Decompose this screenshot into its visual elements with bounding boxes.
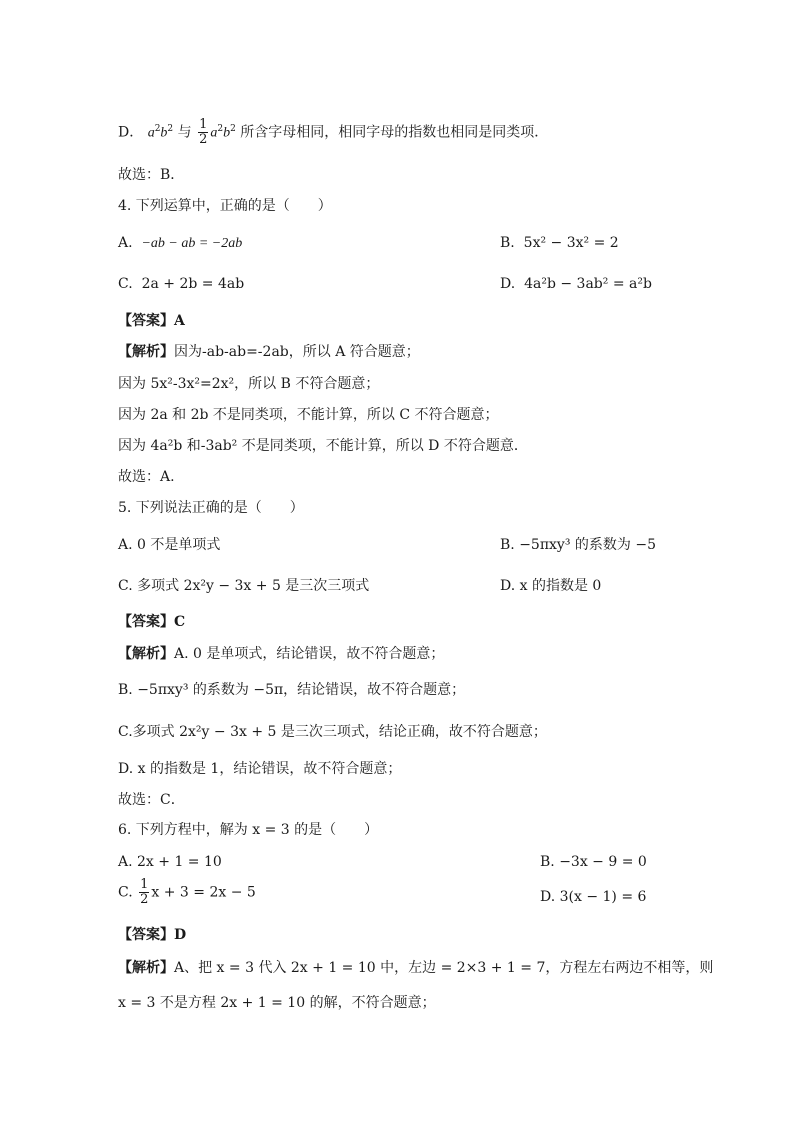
option-d-explanation: D． $a^2b^2$ 与 $\frac{1}{2}$ $a^2b^2$ 所含字母相同，相同字母的指数也相同是同类项． [118,117,549,147]
q5-answer: 【答案】C [118,614,186,630]
q5-explanation-1: 【解析】A. 0 是单项式，结论错误，故不符合题意； [118,646,445,662]
fraction: $\frac{1}{2}$ [199,117,208,147]
q4-option-c: C. 2a + 2b = 4ab [118,276,245,292]
q6-answer: 【答案】D [118,927,187,943]
q4-option-a: A. −ab − ab = −2ab [118,235,243,251]
q6-option-a: A. 2x + 1 = 10 [118,854,222,870]
select-answer-3: 故选：B． [118,167,185,183]
q5-select: 故选：C． [118,792,185,808]
q5-option-b: B. −5πxy³ 的系数为 −5 [500,537,656,553]
q5-option-c: C. 多项式 2x²y − 3x + 5 是三次三项式 [118,578,370,594]
question-6-stem: 6. 下列方程中，解为 x = 3 的是（ ） [118,822,379,838]
q4-explanation-1: 【解析】因为-ab-ab=-2ab，所以 A 符合题意； [118,344,420,360]
q4-explanation-4: 因为 4a²b 和-3ab² 不是同类项，不能计算，所以 D 不符合题意． [118,438,528,454]
q6-explanation-1: 【解析】A、把 x = 3 代入 2x + 1 = 10 中，左边 = 2×3 + 1 = 7，方程左右两边不相等，则 [118,960,714,976]
q6-option-c: C. $\frac{1}{2}$ x + 3 = 2x − 5 [118,877,256,907]
question-5-stem: 5. 下列说法正确的是（ ） [118,500,304,516]
q4-option-b: B. 5x² − 3x² = 2 [500,235,619,251]
q5-option-d: D. x 的指数是 0 [500,578,602,594]
q5-option-a: A. 0 不是单项式 [118,537,221,553]
fraction: $\frac{1}{2}$ [140,877,149,907]
q6-explanation-2: x = 3 不是方程 2x + 1 = 10 的解，不符合题意； [118,995,436,1011]
q6-option-b: B. −3x − 9 = 0 [540,854,647,870]
q5-explanation-2: B. −5πxy³ 的系数为 −5π，结论错误，故不符合题意； [118,682,466,698]
q4-select: 故选：A. [118,469,175,485]
question-4-stem: 4. 下列运算中，正确的是（ ） [118,198,332,214]
q5-explanation-3: C.多项式 2x²y − 3x + 5 是三次三项式，结论正确，故不符合题意； [118,724,547,740]
q4-explanation-3: 因为 2a 和 2b 不是同类项，不能计算，所以 C 不符合题意； [118,407,499,423]
q4-explanation-2: 因为 5x²-3x²=2x²，所以 B 不符合题意； [118,376,380,392]
q6-option-d: D. 3(x − 1) = 6 [540,889,647,905]
q4-answer: 【答案】A [118,313,185,329]
q4-option-d: D. 4a²b − 3ab² = a²b [500,276,652,292]
q5-explanation-4: D. x 的指数是 1，结论错误，故不符合题意； [118,761,402,777]
